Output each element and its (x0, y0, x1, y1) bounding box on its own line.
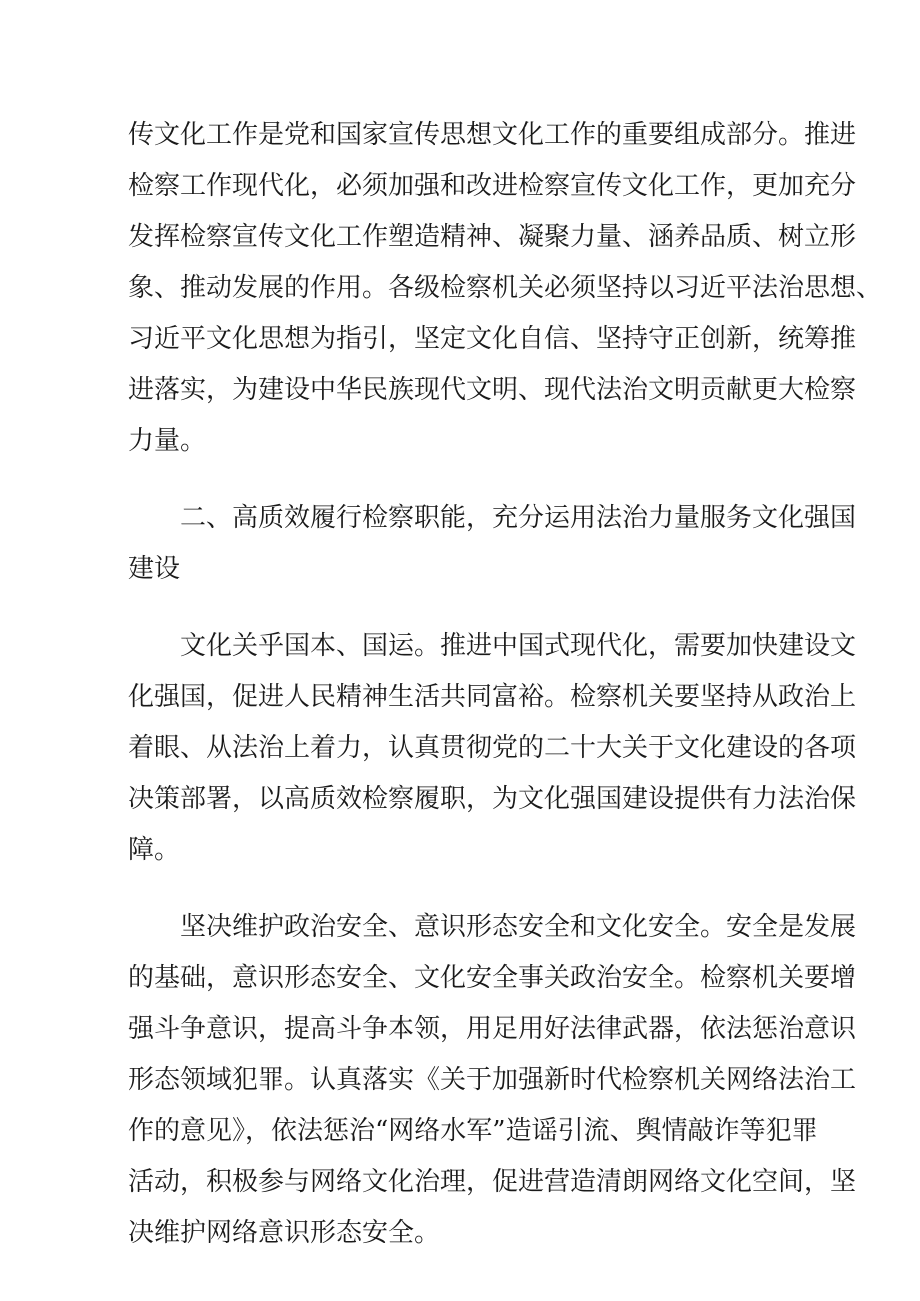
paragraph-spacer (128, 876, 808, 902)
paragraph-line: 力量。 (128, 426, 207, 456)
paragraph-line: 决策部署，以高质效检察履职，为文化强国建设提供有力法治保 (128, 784, 857, 814)
paragraph-line: 检察工作现代化，必须加强和改进检察宣传文化工作，更加充分 (128, 171, 857, 201)
paragraph-spacer (128, 467, 808, 493)
paragraph-spacer (128, 595, 808, 621)
paragraph-line: 作的意见》，依法惩治“网络水军”造谣引流、舆情敲诈等犯罪 (128, 1116, 818, 1146)
section-heading-2 (128, 493, 857, 595)
paragraph-line: 象、推动发展的作用。各级检察机关必须坚持以习近平法治思想、 (128, 273, 883, 303)
paragraph-line: 文化关乎国本、国运。推进中国式现代化，需要加快建设文 (180, 631, 857, 661)
paragraph-line: 化强国，促进人民精神生活共同富裕。检察机关要坚持从政治上 (128, 682, 857, 712)
paragraph-line: 进落实，为建设中华民族现代文明、现代法治文明贡献更大检察 (128, 375, 857, 405)
paragraph-line: 强斗争意识，提高斗争本领，用足用好法律武器，依法惩治意识 (128, 1014, 857, 1044)
paragraph-line: 坚决维护政治安全、意识形态安全和文化安全。安全是发展 (180, 912, 857, 942)
document-body (128, 110, 883, 1259)
paragraph-line: 习近平文化思想为指引，坚定文化自信、坚持守正创新，统筹推 (128, 324, 857, 354)
paragraph-line: 障。 (128, 835, 181, 865)
heading-line: 二、高质效履行检察职能，充分运用法治力量服务文化强国 (180, 503, 857, 533)
paragraph-line: 发挥检察宣传文化工作塑造精神、凝聚力量、涵养品质、树立形 (128, 222, 857, 252)
paragraph-line: 传文化工作是党和国家宣传思想文化工作的重要组成部分。推进 (128, 120, 857, 150)
paragraph-line: 决维护网络意识形态安全。 (128, 1218, 441, 1248)
paragraph-line: 形态领域犯罪。认真落实《关于加强新时代检察机关网络法治工 (128, 1065, 857, 1095)
paragraph-line: 的基础，意识形态安全、文化安全事关政治安全。检察机关要增 (128, 963, 857, 993)
paragraph-3 (128, 902, 857, 1259)
paragraph-line: 着眼、从法治上着力，认真贯彻党的二十大关于文化建设的各项 (128, 733, 857, 763)
paragraph-line: 活动，积极参与网络文化治理，促进营造清朗网络文化空间，坚 (128, 1167, 857, 1197)
paragraph-1 (128, 110, 883, 467)
heading-line: 建设 (128, 554, 181, 584)
paragraph-2 (128, 621, 857, 876)
